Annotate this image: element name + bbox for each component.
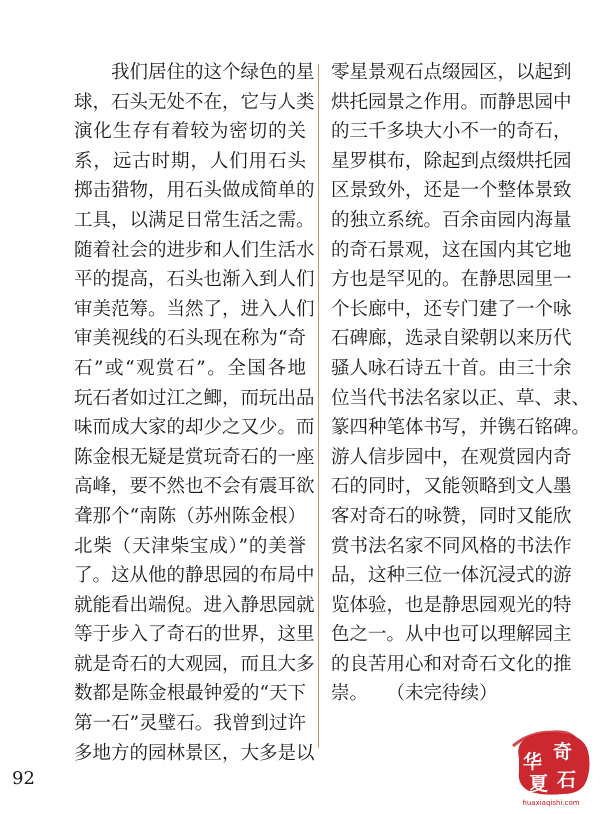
text-line: 烘托园景之作用。而静思园中 <box>331 91 572 113</box>
seal-char-qi: 奇 <box>553 741 573 763</box>
text-line: 个长廊中，还专门建了一个咏 <box>331 298 572 320</box>
text-line: 工具，以满足日常生活之需。 <box>74 209 315 231</box>
text-line: 审美视线的石头现在称为“奇 <box>74 328 306 350</box>
text-line: 的奇石景观，这在国内其它地 <box>331 239 572 261</box>
text-line: 第一石”灵璧石。我曾到过许 <box>74 713 306 735</box>
text-line: 的三千多块大小不一的奇石， <box>331 121 572 143</box>
seal-char-hua: 华 <box>523 751 543 773</box>
text-line: 随着社会的进步和人们生活水 <box>74 239 315 261</box>
text-line: 品，这种三位一体沉浸式的游 <box>331 565 572 587</box>
text-line: 陈金根无疑是赏玩奇石的一座 <box>74 446 315 468</box>
text-line: 方也是罕见的。在静思园里一 <box>331 269 572 291</box>
text-line: 就是奇石的大观园，而且大多 <box>74 653 315 675</box>
text-line: 数都是陈金根最钟爱的“天下 <box>74 683 306 705</box>
text-line: 我们居住的这个绿色的星 <box>74 62 315 83</box>
text-line: 区景致外，还是一个整体景致 <box>331 180 572 202</box>
text-line: 掷击猎物，用石头做成简单的 <box>74 180 315 202</box>
text-line: 了。这从他的静思园的布局中 <box>74 565 315 587</box>
huaxia-qishi-logo-icon <box>509 728 593 808</box>
text-line: 就能看出端倪。进入静思园就 <box>74 594 315 616</box>
text-line: 玩石者如过江之鲫，而玩出品 <box>74 387 315 409</box>
text-line: 崇。 （未完待续） <box>331 683 498 705</box>
text-line: 系，远古时期，人们用石头 <box>74 150 306 172</box>
left-column <box>74 58 315 768</box>
seal-char-xia: 夏 <box>529 773 549 795</box>
text-line: 位当代书法名家以正、草、隶、 <box>331 387 591 409</box>
text-line: 零星景观石点缀园区，以起到 <box>331 62 572 83</box>
text-line: 球，石头无处不在，它与人类 <box>74 91 315 113</box>
text-line: 游人信步园中，在观赏园内奇 <box>331 446 572 468</box>
text-line: 星罗棋布，除起到点缀烘托园 <box>331 150 572 172</box>
text-line: 的独立系统。百余亩园内海量 <box>331 209 572 231</box>
text-line: 审美范筹。当然了，进入人们 <box>74 298 315 320</box>
text-line: 聋那个“南陈（苏州陈金根） <box>74 505 306 527</box>
text-line: 石碑廊，选录自梁朝以来历代 <box>331 328 572 350</box>
text-line: 高峰，要不然也不会有震耳欲 <box>74 476 315 498</box>
column-divider <box>318 64 319 748</box>
page-number: 92 <box>12 768 35 789</box>
text-line: 平的提高，石头也渐入到人们 <box>74 269 315 291</box>
text-line: 石”或“观赏石”。全国各地 <box>74 357 306 379</box>
seal-url-text: huaxiaqishi.com <box>522 799 580 807</box>
text-line: 赏书法名家不同风格的书法作 <box>331 535 572 557</box>
text-line: 演化生存有着较为密切的关 <box>74 121 306 143</box>
seal-char-shi: 石 <box>557 769 577 791</box>
text-line: 味而成大家的却少之又少。而 <box>74 417 315 439</box>
text-line: 石的同时，又能领略到文人墨 <box>331 476 572 498</box>
text-line: 北柴（天津柴宝成）”的美誉 <box>74 535 306 557</box>
text-line: 多地方的园林景区，大多是以 <box>74 742 315 764</box>
text-line: 客对奇石的咏赞，同时又能欣 <box>331 505 572 527</box>
text-line: 览体验，也是静思园观光的特 <box>331 594 572 616</box>
text-line: 的良苦用心和对奇石文化的推 <box>331 653 572 675</box>
text-line: 篆四种笔体书写，并镌石铭碑。 <box>331 417 591 439</box>
text-line: 色之一。从中也可以理解园主 <box>331 624 572 646</box>
text-line: 骚人咏石诗五十首。由三十余 <box>331 357 572 379</box>
text-line: 等于步入了奇石的世界，这里 <box>74 624 315 646</box>
right-column <box>331 58 591 709</box>
